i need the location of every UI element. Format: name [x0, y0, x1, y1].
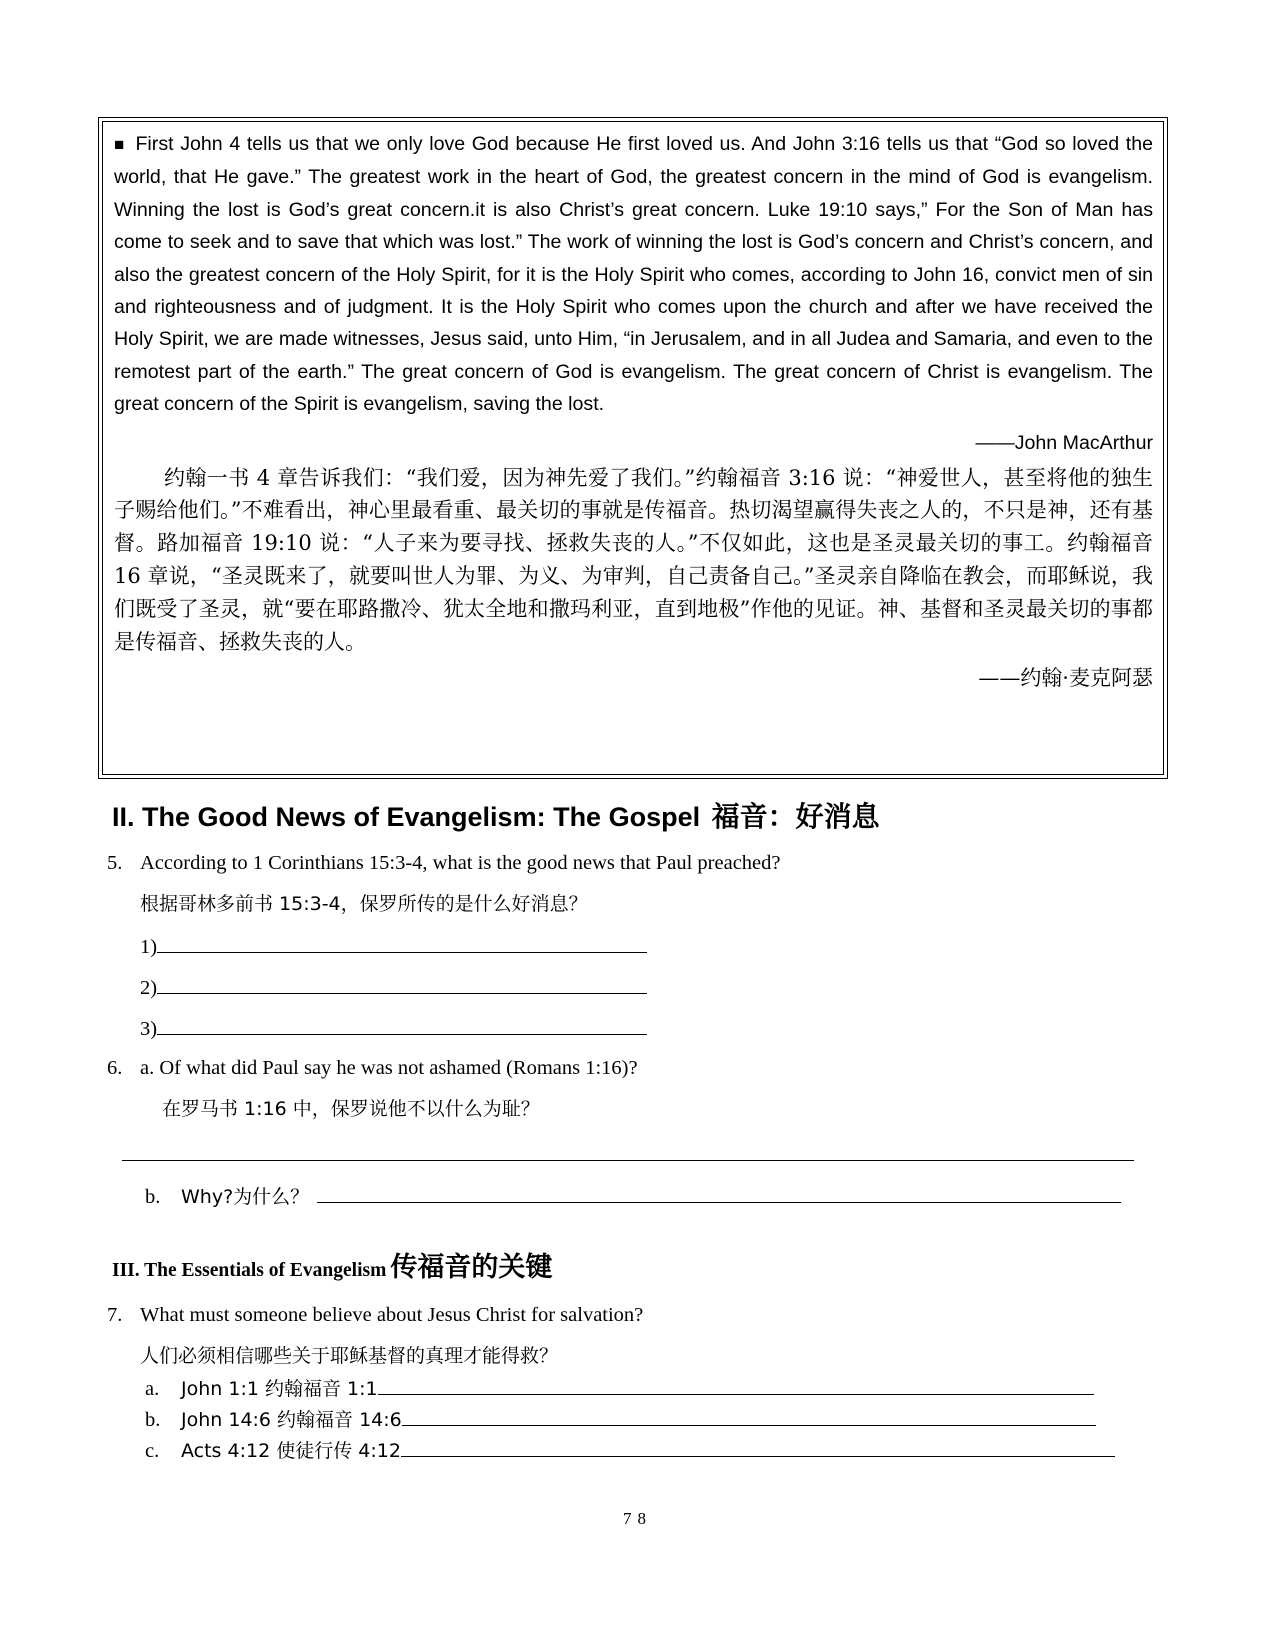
- item-text: John 14:6 约翰福音 14:6: [181, 1409, 402, 1431]
- question-5-answer-1: [140, 932, 647, 960]
- item-text: John 1:1 约翰福音 1:1: [181, 1378, 378, 1400]
- page-number: 78: [623, 1509, 652, 1528]
- question-5-answer-3: [140, 1014, 647, 1042]
- english-quote: [114, 128, 1153, 421]
- answer-label: 2): [140, 977, 158, 999]
- section-3-title-zh: 传福音的关键: [390, 1252, 553, 1283]
- section-2-heading: [112, 800, 880, 834]
- question-5-text: According to 1 Corinthians 15:3-4, what is the good news that Paul preached?: [140, 852, 781, 874]
- answer-label: 3): [140, 1018, 158, 1040]
- item-label: a.: [145, 1378, 160, 1400]
- question-7-item-a: [145, 1374, 1094, 1402]
- answer-label: 1): [140, 936, 158, 958]
- quote-box-inner: [102, 121, 1164, 775]
- item-label: c.: [145, 1440, 160, 1462]
- section-2-title-zh: 福音：好消息: [711, 800, 880, 833]
- question-7-number: 7.: [107, 1304, 123, 1326]
- question-6b-label: b.: [145, 1186, 161, 1208]
- question-6b: [145, 1182, 1121, 1210]
- section-3-title: III. The Essentials of Evangelism: [112, 1260, 387, 1281]
- square-bullet-icon: ■: [114, 135, 126, 154]
- item-text: Acts 4:12 使徒行传 4:12: [181, 1440, 401, 1462]
- english-quote-text: First John 4 tells us that we only love God because He first loved us. And John 3:16 tells us that “God so loved the world, that He gave.” The greatest work in the heart of God, the greatest concern in the mind of God is evangelism. Winning the lost is God’s great concern.it is also Christ’s great concern. Luke 19:10 says,” For the Son of Man has come to seek and to save that which was lost.” The work of winning the lost is God’s concern and Christ’s concern, and also the greatest concern of the Holy Spirit, for it is the Holy Spirit who comes, according to John 16, convict men of sin and righteousness and of judgment. It is the Holy Spirit who comes upon the church and after we have received the Holy Spirit, we are made witnesses, Jesus said, unto Him, “in Jerusalem, and in all Judea and Samaria, and even to the remotest part of the earth.” The great concern of God is evangelism. The great concern of Christ is evangelism. The great concern of the Spirit is evangelism, saving the lost.: [114, 133, 1153, 416]
- question-6a-text: a. Of what did Paul say he was not ashamed (Romans 1:16)?: [140, 1057, 638, 1079]
- question-5-answer-2: [140, 973, 647, 1001]
- question-6-number: 6.: [107, 1057, 123, 1079]
- question-6a-text-zh: 在罗马书 1:16 中，保罗说他不以什么为耻？: [162, 1098, 540, 1120]
- question-6b-answer-blank[interactable]: [317, 1182, 1121, 1203]
- quote-box: [98, 117, 1168, 779]
- item-answer-blank[interactable]: [378, 1374, 1094, 1395]
- question-6a-answer-blank[interactable]: [122, 1140, 1134, 1161]
- section-2-title: II. The Good News of Evangelism: The Gospel: [112, 802, 701, 832]
- item-label: b.: [145, 1409, 161, 1431]
- english-quote-attribution: ——John MacArthur: [975, 431, 1153, 454]
- question-7-text-zh: 人们必须相信哪些关于耶稣基督的真理才能得救？: [140, 1345, 559, 1367]
- chinese-quote: 约翰一书 4 章告诉我们：“我们爱，因为神先爱了我们。”约翰福音 3:16 说：“神爱世人，甚至将他的独生子赐给他们。”不难看出，神心里最看重、最关切的事就是传福音。热切渴望赢得失丧之人的，不只是神，还有基督。路加福音 19:10 说：“人子来为要寻找、拯救失丧的人。”不仅如此，这也是圣灵最关切的事工。约翰福音 16 章说，“圣灵既来了，就要叫世人为罪、为义、为审判，自己责备自己。”圣灵亲自降临在教会，而耶稣说，我们既受了圣灵，就“要在耶路撒冷、犹太全地和撒玛利亚，直到地极”作他的见证。神、基督和圣灵最关切的事都是传福音、拯救失丧的人。: [114, 465, 1153, 654]
- question-5-number: 5.: [107, 852, 123, 874]
- question-7-item-c: [145, 1436, 1115, 1464]
- question-7-item-b: [145, 1405, 1096, 1433]
- chinese-quote-attribution: ——约翰·麦克阿瑟: [978, 666, 1153, 691]
- item-answer-blank[interactable]: [402, 1405, 1096, 1426]
- question-6b-text: Why?为什么？: [181, 1186, 310, 1208]
- question-5-text-zh: 根据哥林多前书 15:3-4，保罗所传的是什么好消息？: [140, 893, 588, 915]
- item-answer-blank[interactable]: [401, 1436, 1115, 1457]
- question-7: [107, 1302, 643, 1328]
- answer-blank[interactable]: [157, 1014, 647, 1035]
- answer-blank[interactable]: [157, 973, 647, 994]
- answer-blank[interactable]: [157, 932, 647, 953]
- section-3-heading: [112, 1252, 552, 1287]
- question-7-text: What must someone believe about Jesus Christ for salvation?: [140, 1304, 644, 1326]
- question-5: [107, 850, 781, 876]
- question-6: [107, 1055, 638, 1081]
